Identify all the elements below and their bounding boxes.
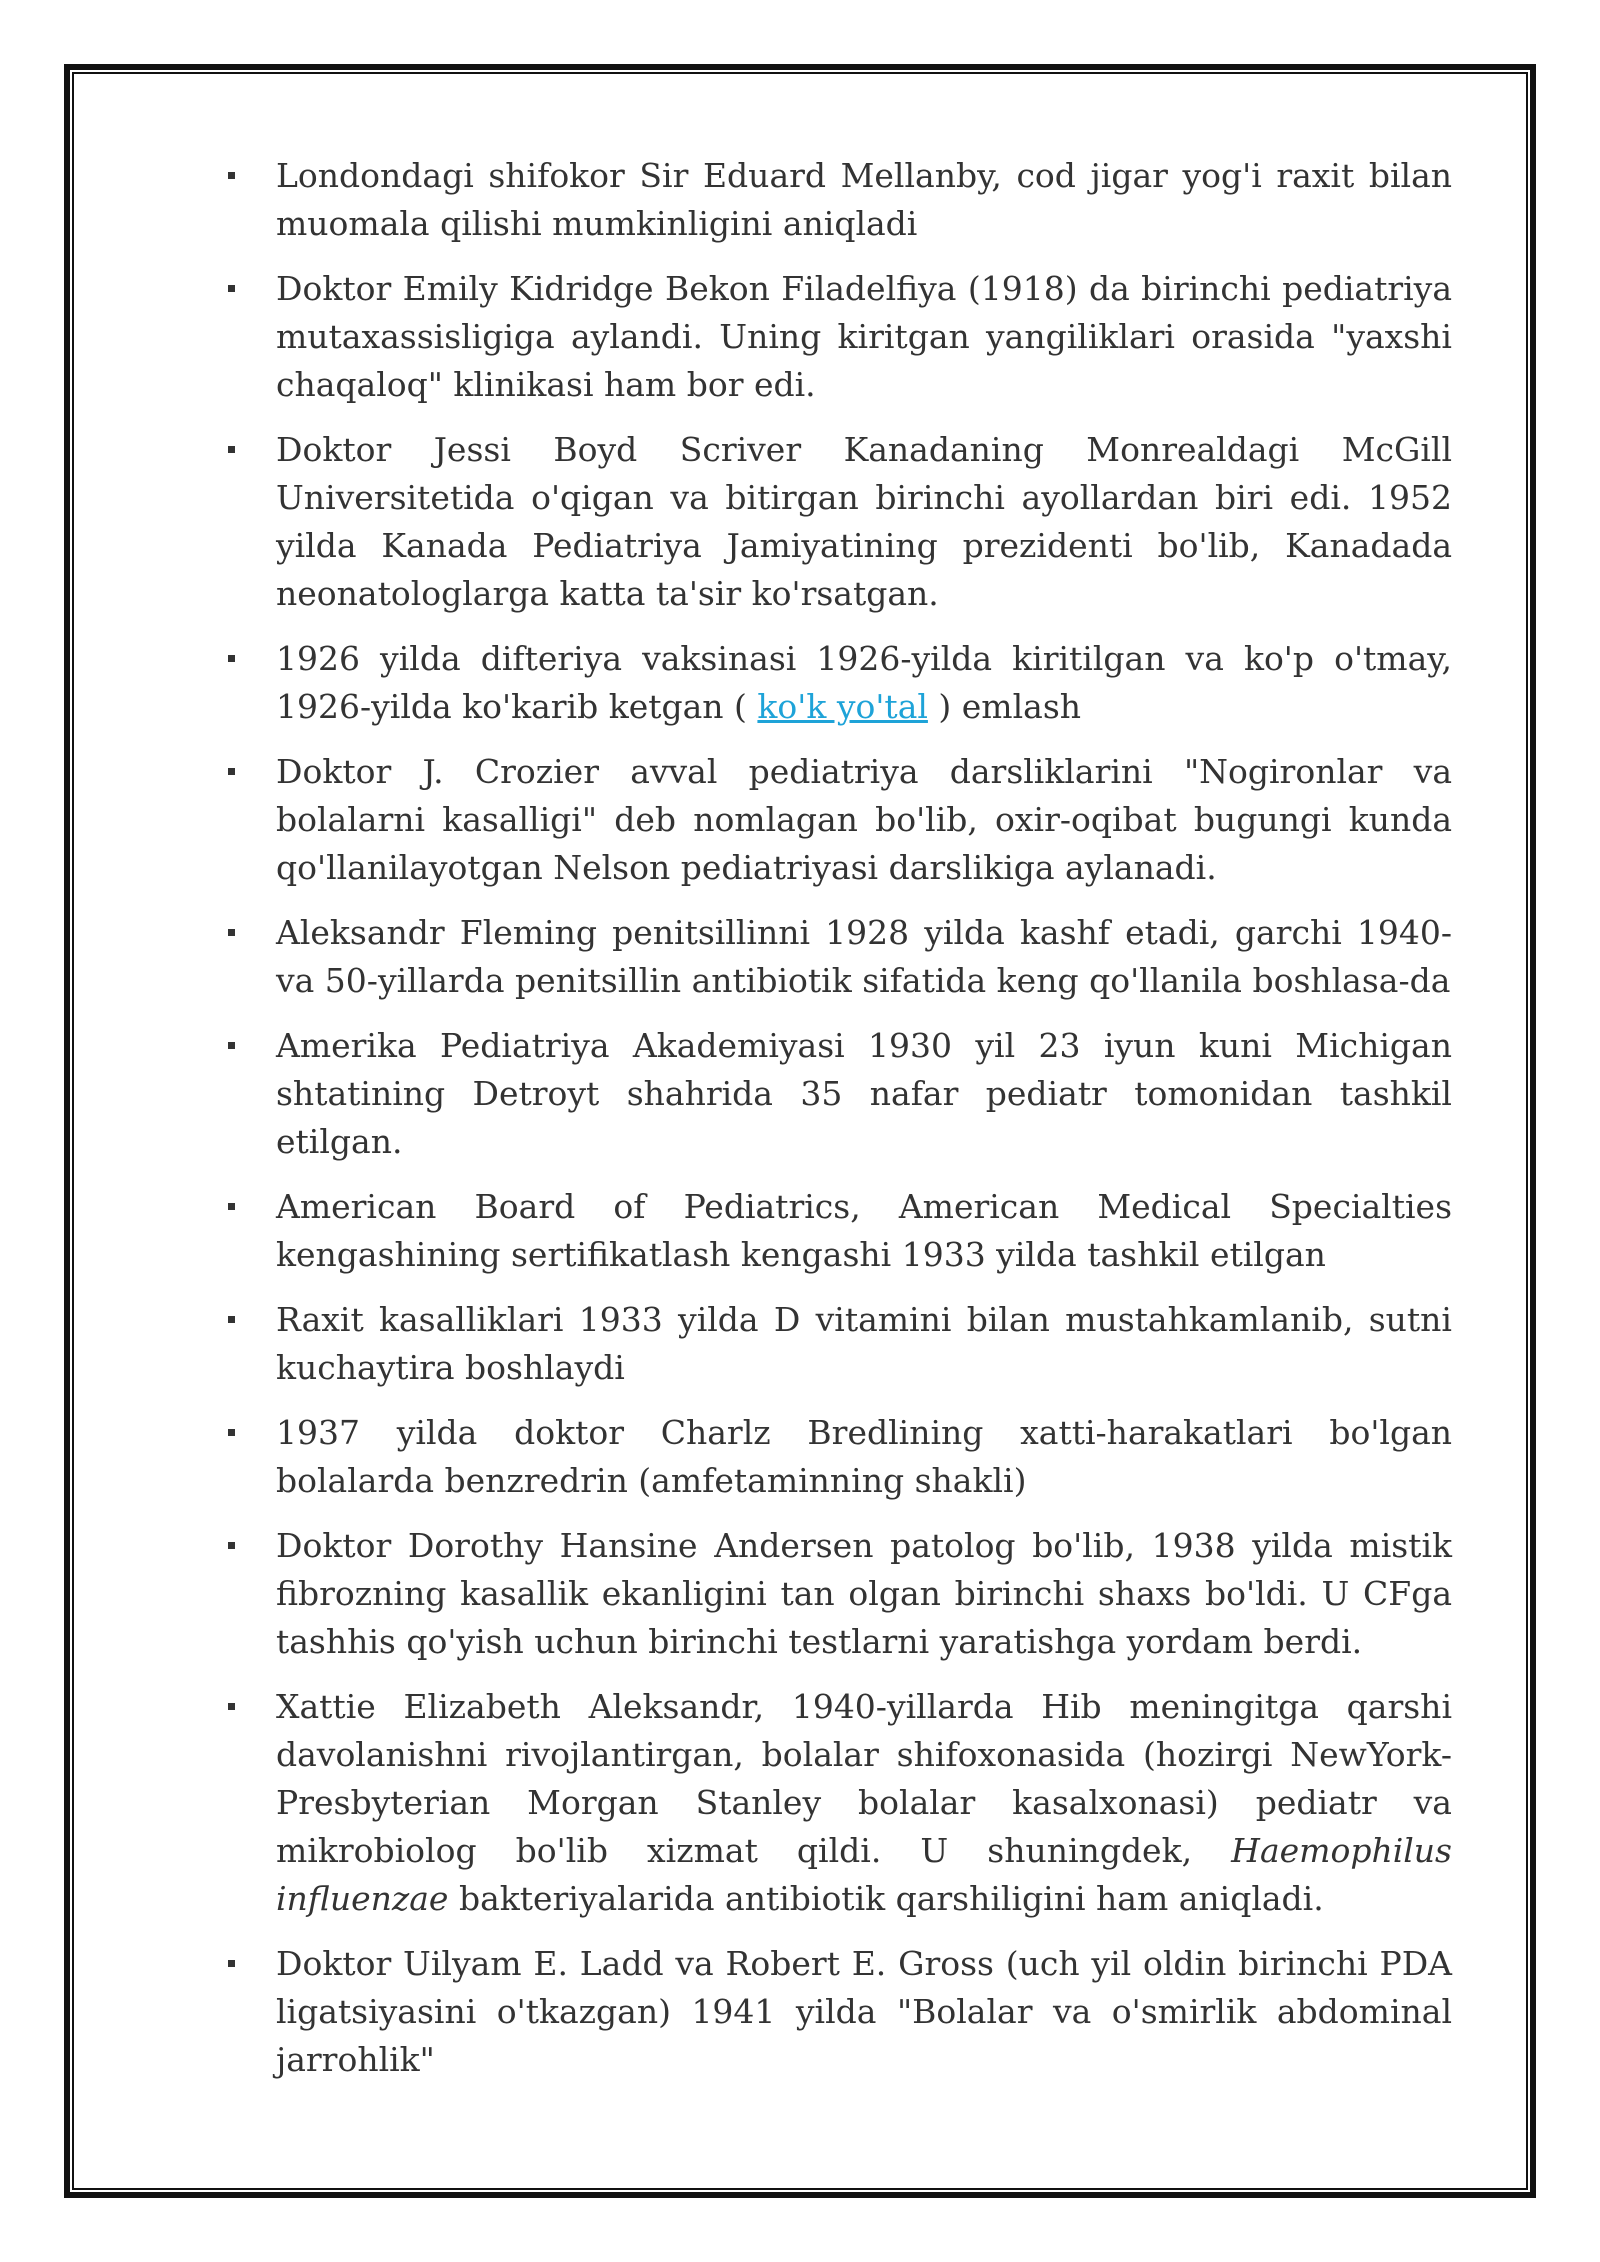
- square-bullet-icon: [228, 655, 235, 662]
- list-item: [228, 1296, 1452, 1392]
- list-item-text: Doktor Jessi Boyd Scriver Kanadaning Monrealdagi McGill Universitetida o'qigan va bitirgan birinchi ayollardan biri edi. 1952 yilda Kanada Pediatriya Jamiyatining prezidenti bo'lib, Kanadada neonatologlarga katta ta'sir ko'rsatgan.: [276, 430, 1452, 613]
- list-item: [228, 1940, 1452, 2084]
- square-bullet-icon: [228, 172, 235, 179]
- list-item: [228, 265, 1452, 409]
- list-item-text: Amerika Pediatriya Akademiyasi 1930 yil 23 iyun kuni Michigan shtatining Detroyt shahrida 35 nafar pediatr tomonidan tashkil etilgan.: [276, 1026, 1452, 1161]
- list-item: [228, 635, 1452, 731]
- list-item-text: Aleksandr Fleming penitsillinni 1928 yilda kashf etadi, garchi 1940- va 50-yillarda penitsillin antibiotik sifatida keng qo'llanila boshlasa-da: [276, 913, 1452, 1000]
- list-item: [228, 152, 1452, 248]
- square-bullet-icon: [228, 446, 235, 453]
- list-item-text: [276, 1683, 1452, 1923]
- list-item-text-before-italic: Xattie Elizabeth Aleksandr, 1940-yillarda Hib meningitga qarshi davolanishni rivojlantirgan, bolalar shifoxonasida (hozirgi NewYork-Presbyterian Morgan Stanley bolalar kasalxonasi) pediatr va mikrobiolog bo'lib xizmat qildi. U shuningdek,: [276, 1687, 1452, 1870]
- list-item-text: Londondagi shifokor Sir Eduard Mellanby, cod jigar yog'i raxit bilan muomala qilishi mumkinligini aniqladi: [276, 156, 1452, 243]
- species-name-italic: Haemophilus influenzae: [276, 1831, 1452, 1918]
- document-body: [228, 152, 1452, 2101]
- list-item-text-after-italic: bakteriyalarida antibiotik qarshiligini ham aniqladi.: [448, 1879, 1324, 1918]
- list-item: [228, 1683, 1452, 1923]
- list-item-text: [276, 635, 1452, 731]
- list-item: [228, 1522, 1452, 1666]
- list-item-text: Doktor J. Crozier avval pediatriya darsliklarini "Nogironlar va bolalarni kasalligi" deb nomlagan bo'lib, oxir-oqibat bugungi kunda qo'llanilayotgan Nelson pediatriyasi darslikiga aylanadi.: [276, 752, 1452, 887]
- list-item: [228, 426, 1452, 618]
- bullet-list: [228, 152, 1452, 2084]
- list-item: [228, 909, 1452, 1005]
- list-item: [228, 1183, 1452, 1279]
- list-item-text: Doktor Uilyam E. Ladd va Robert E. Gross (uch yil oldin birinchi PDA ligatsiyasini o'tkazgan) 1941 yilda "Bolalar va o'smirlik abdominal jarrohlik": [276, 1944, 1452, 2079]
- list-item-text: 1937 yilda doktor Charlz Bredlining xatti-harakatlari bo'lgan bolalarda benzredrin (amfetaminning shakli): [276, 1413, 1452, 1500]
- square-bullet-icon: [228, 1316, 235, 1323]
- square-bullet-icon: [228, 1203, 235, 1210]
- list-item: [228, 1409, 1452, 1505]
- square-bullet-icon: [228, 285, 235, 292]
- list-item-text: Raxit kasalliklari 1933 yilda D vitamini bilan mustahkamlanib, sutni kuchaytira boshlaydi: [276, 1300, 1452, 1387]
- list-item-text-before-link: 1926 yilda difteriya vaksinasi 1926-yilda kiritilgan va ko'p o'tmay, 1926-yilda ko'karib ketgan (: [276, 639, 1452, 726]
- list-item-text-after-link: ) emlash: [927, 687, 1082, 726]
- list-item-text: American Board of Pediatrics, American Medical Specialties kengashining sertifikatlash kengashi 1933 yilda tashkil etilgan: [276, 1187, 1452, 1274]
- kok-yotal-link[interactable]: ko'k yo'tal: [757, 687, 928, 726]
- square-bullet-icon: [228, 929, 235, 936]
- square-bullet-icon: [228, 1542, 235, 1549]
- square-bullet-icon: [228, 768, 235, 775]
- square-bullet-icon: [228, 1042, 235, 1049]
- list-item-text: Doktor Dorothy Hansine Andersen patolog bo'lib, 1938 yilda mistik fibrozning kasallik ekanligini tan olgan birinchi shaxs bo'ldi. U CFga tashhis qo'yish uchun birinchi testlarni yaratishga yordam berdi.: [276, 1526, 1452, 1661]
- list-item: [228, 748, 1452, 892]
- square-bullet-icon: [228, 1960, 235, 1967]
- list-item: [228, 1022, 1452, 1166]
- list-item-text: Doktor Emily Kidridge Bekon Filadelfiya (1918) da birinchi pediatriya mutaxassisligiga aylandi. Uning kiritgan yangiliklari orasida "yaxshi chaqaloq" klinikasi ham bor edi.: [276, 269, 1452, 404]
- square-bullet-icon: [228, 1703, 235, 1710]
- square-bullet-icon: [228, 1429, 235, 1436]
